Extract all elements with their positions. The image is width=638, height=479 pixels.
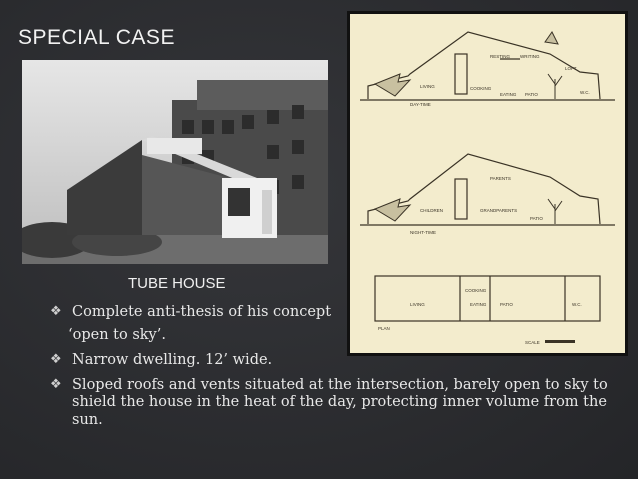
diamond-bullet-icon: ❖ — [50, 352, 62, 368]
section-drawings-illustration — [350, 14, 625, 353]
bullet-continuation: ‘open to sky’. — [68, 327, 166, 344]
bullet-item — [50, 304, 610, 321]
room-label-plan: EATING — [470, 302, 487, 307]
room-label-plan: COOKING — [465, 288, 487, 293]
room-label-night: CHILDREN — [420, 208, 444, 213]
slide-title: SPECIAL CASE — [18, 26, 175, 49]
room-label-day: W.C. — [580, 90, 590, 95]
night-label: NIGHT-TIME — [410, 230, 436, 235]
day-label: DAY-TIME — [410, 102, 431, 107]
room-label-day: RESTING — [490, 54, 511, 59]
bullet-text: Complete anti-thesis of his concept — [72, 304, 332, 320]
room-label-day: LIVING — [420, 84, 435, 89]
slide-subtitle: TUBE HOUSE — [128, 275, 226, 292]
bullet-item — [50, 352, 610, 369]
room-label-plan: PATIO — [500, 302, 513, 307]
room-label-day: COOKING — [470, 86, 492, 91]
tube-house-photo — [22, 60, 328, 264]
bullet-text: Narrow dwelling. 12’ wide. — [72, 352, 273, 369]
room-label-day: WRITING — [520, 54, 540, 59]
diamond-bullet-icon: ❖ — [50, 304, 62, 319]
room-label-day: EATING — [500, 92, 517, 97]
bullet-text: Sloped roofs and vents situated at the intersection, barely open to sky to shield the house in the heat of the day, protecting inner volume from the sun. — [72, 377, 608, 428]
bullet-item — [50, 377, 610, 428]
room-label-plan: W.C. — [572, 302, 582, 307]
plan-label: PLAN — [378, 326, 390, 331]
room-label-plan: LIVING — [410, 302, 425, 307]
diamond-bullet-icon: ❖ — [50, 377, 62, 393]
room-label-day: PATIO — [525, 92, 538, 97]
room-label-night: PATIO — [530, 216, 543, 221]
scale-label: SCALE — [525, 340, 540, 345]
room-label-day: LOFT — [565, 66, 577, 71]
room-label-night: GRANDPARENTS — [480, 208, 518, 213]
room-label-night: PARENTS — [490, 176, 511, 181]
bullet-list — [50, 304, 610, 437]
photo-illustration — [22, 60, 328, 264]
